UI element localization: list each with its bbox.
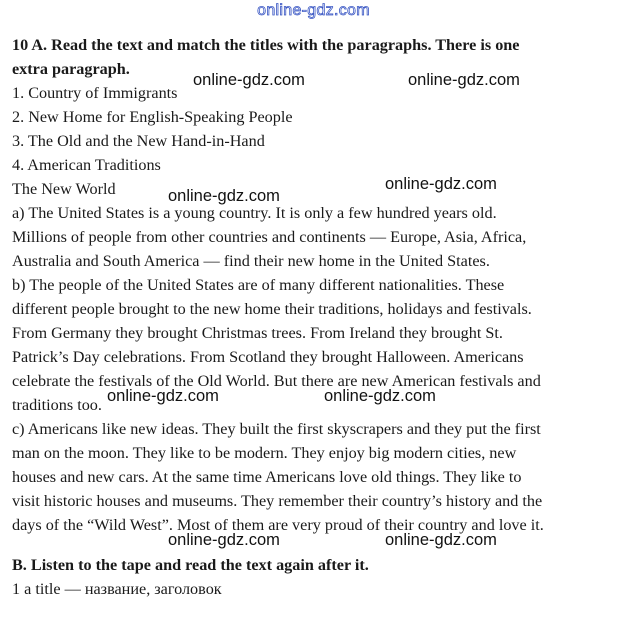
title-option: 2. New Home for English-Speaking People bbox=[12, 108, 293, 126]
watermark: online-gdz.com bbox=[324, 387, 436, 405]
paragraph-line: a) The United States is a young country. It is only a few hundred years old. bbox=[12, 204, 497, 222]
watermark-top: online-gdz.com bbox=[257, 2, 370, 19]
exercise-heading: 10 A. Read the text and match the titles with the paragraphs. There is one bbox=[12, 36, 520, 54]
paragraph-line: From Germany they brought Christmas trees. From Ireland they brought St. bbox=[12, 324, 503, 342]
part-b-heading: B. Listen to the tape and read the text again after it. bbox=[12, 556, 369, 574]
paragraph-line: visit historic houses and museums. They remember their country’s history and the bbox=[12, 492, 543, 510]
paragraph-line: traditions too. bbox=[12, 396, 102, 414]
exercise-page bbox=[12, 33, 612, 601]
watermark: online-gdz.com bbox=[408, 71, 520, 89]
watermark: online-gdz.com bbox=[385, 531, 497, 549]
watermark: online-gdz.com bbox=[385, 175, 497, 193]
paragraph-line: Patrick’s Day celebrations. From Scotland they brought Halloween. Americans bbox=[12, 348, 524, 366]
paragraph-line: b) The people of the United States are of many different nationalities. These bbox=[12, 276, 505, 294]
paragraph-line: Australia and South America — find their new home in the United States. bbox=[12, 252, 490, 270]
watermark: online-gdz.com bbox=[193, 71, 305, 89]
paragraph-line: celebrate the festivals of the Old World. But there are new American festivals and bbox=[12, 372, 541, 390]
watermark: online-gdz.com bbox=[168, 531, 280, 549]
text-title: The New World bbox=[12, 180, 116, 198]
title-option: 4. American Traditions bbox=[12, 156, 161, 174]
exercise-heading-cont: extra paragraph. bbox=[12, 60, 130, 78]
vocab-entry: 1 a title — название, заголовок bbox=[12, 580, 222, 598]
title-option: 3. The Old and the New Hand-in-Hand bbox=[12, 132, 265, 150]
watermark: online-gdz.com bbox=[168, 187, 280, 205]
paragraph-line: houses and new cars. At the same time Americans love old things. They like to bbox=[12, 468, 522, 486]
title-option: 1. Country of Immigrants bbox=[12, 84, 178, 102]
paragraph-line: different people brought to the new home their traditions, holidays and festivals. bbox=[12, 300, 532, 318]
paragraph-line: man on the moon. They like to be modern. They enjoy big modern cities, new bbox=[12, 444, 517, 462]
paragraph-line: c) Americans like new ideas. They built the first skyscrapers and they put the first bbox=[12, 420, 541, 438]
watermark: online-gdz.com bbox=[107, 387, 219, 405]
paragraph-line: Millions of people from other countries and continents — Europe, Asia, Africa, bbox=[12, 228, 527, 246]
paragraph-line: days of the “Wild West”. Most of them are very proud of their country and love it. bbox=[12, 516, 544, 534]
